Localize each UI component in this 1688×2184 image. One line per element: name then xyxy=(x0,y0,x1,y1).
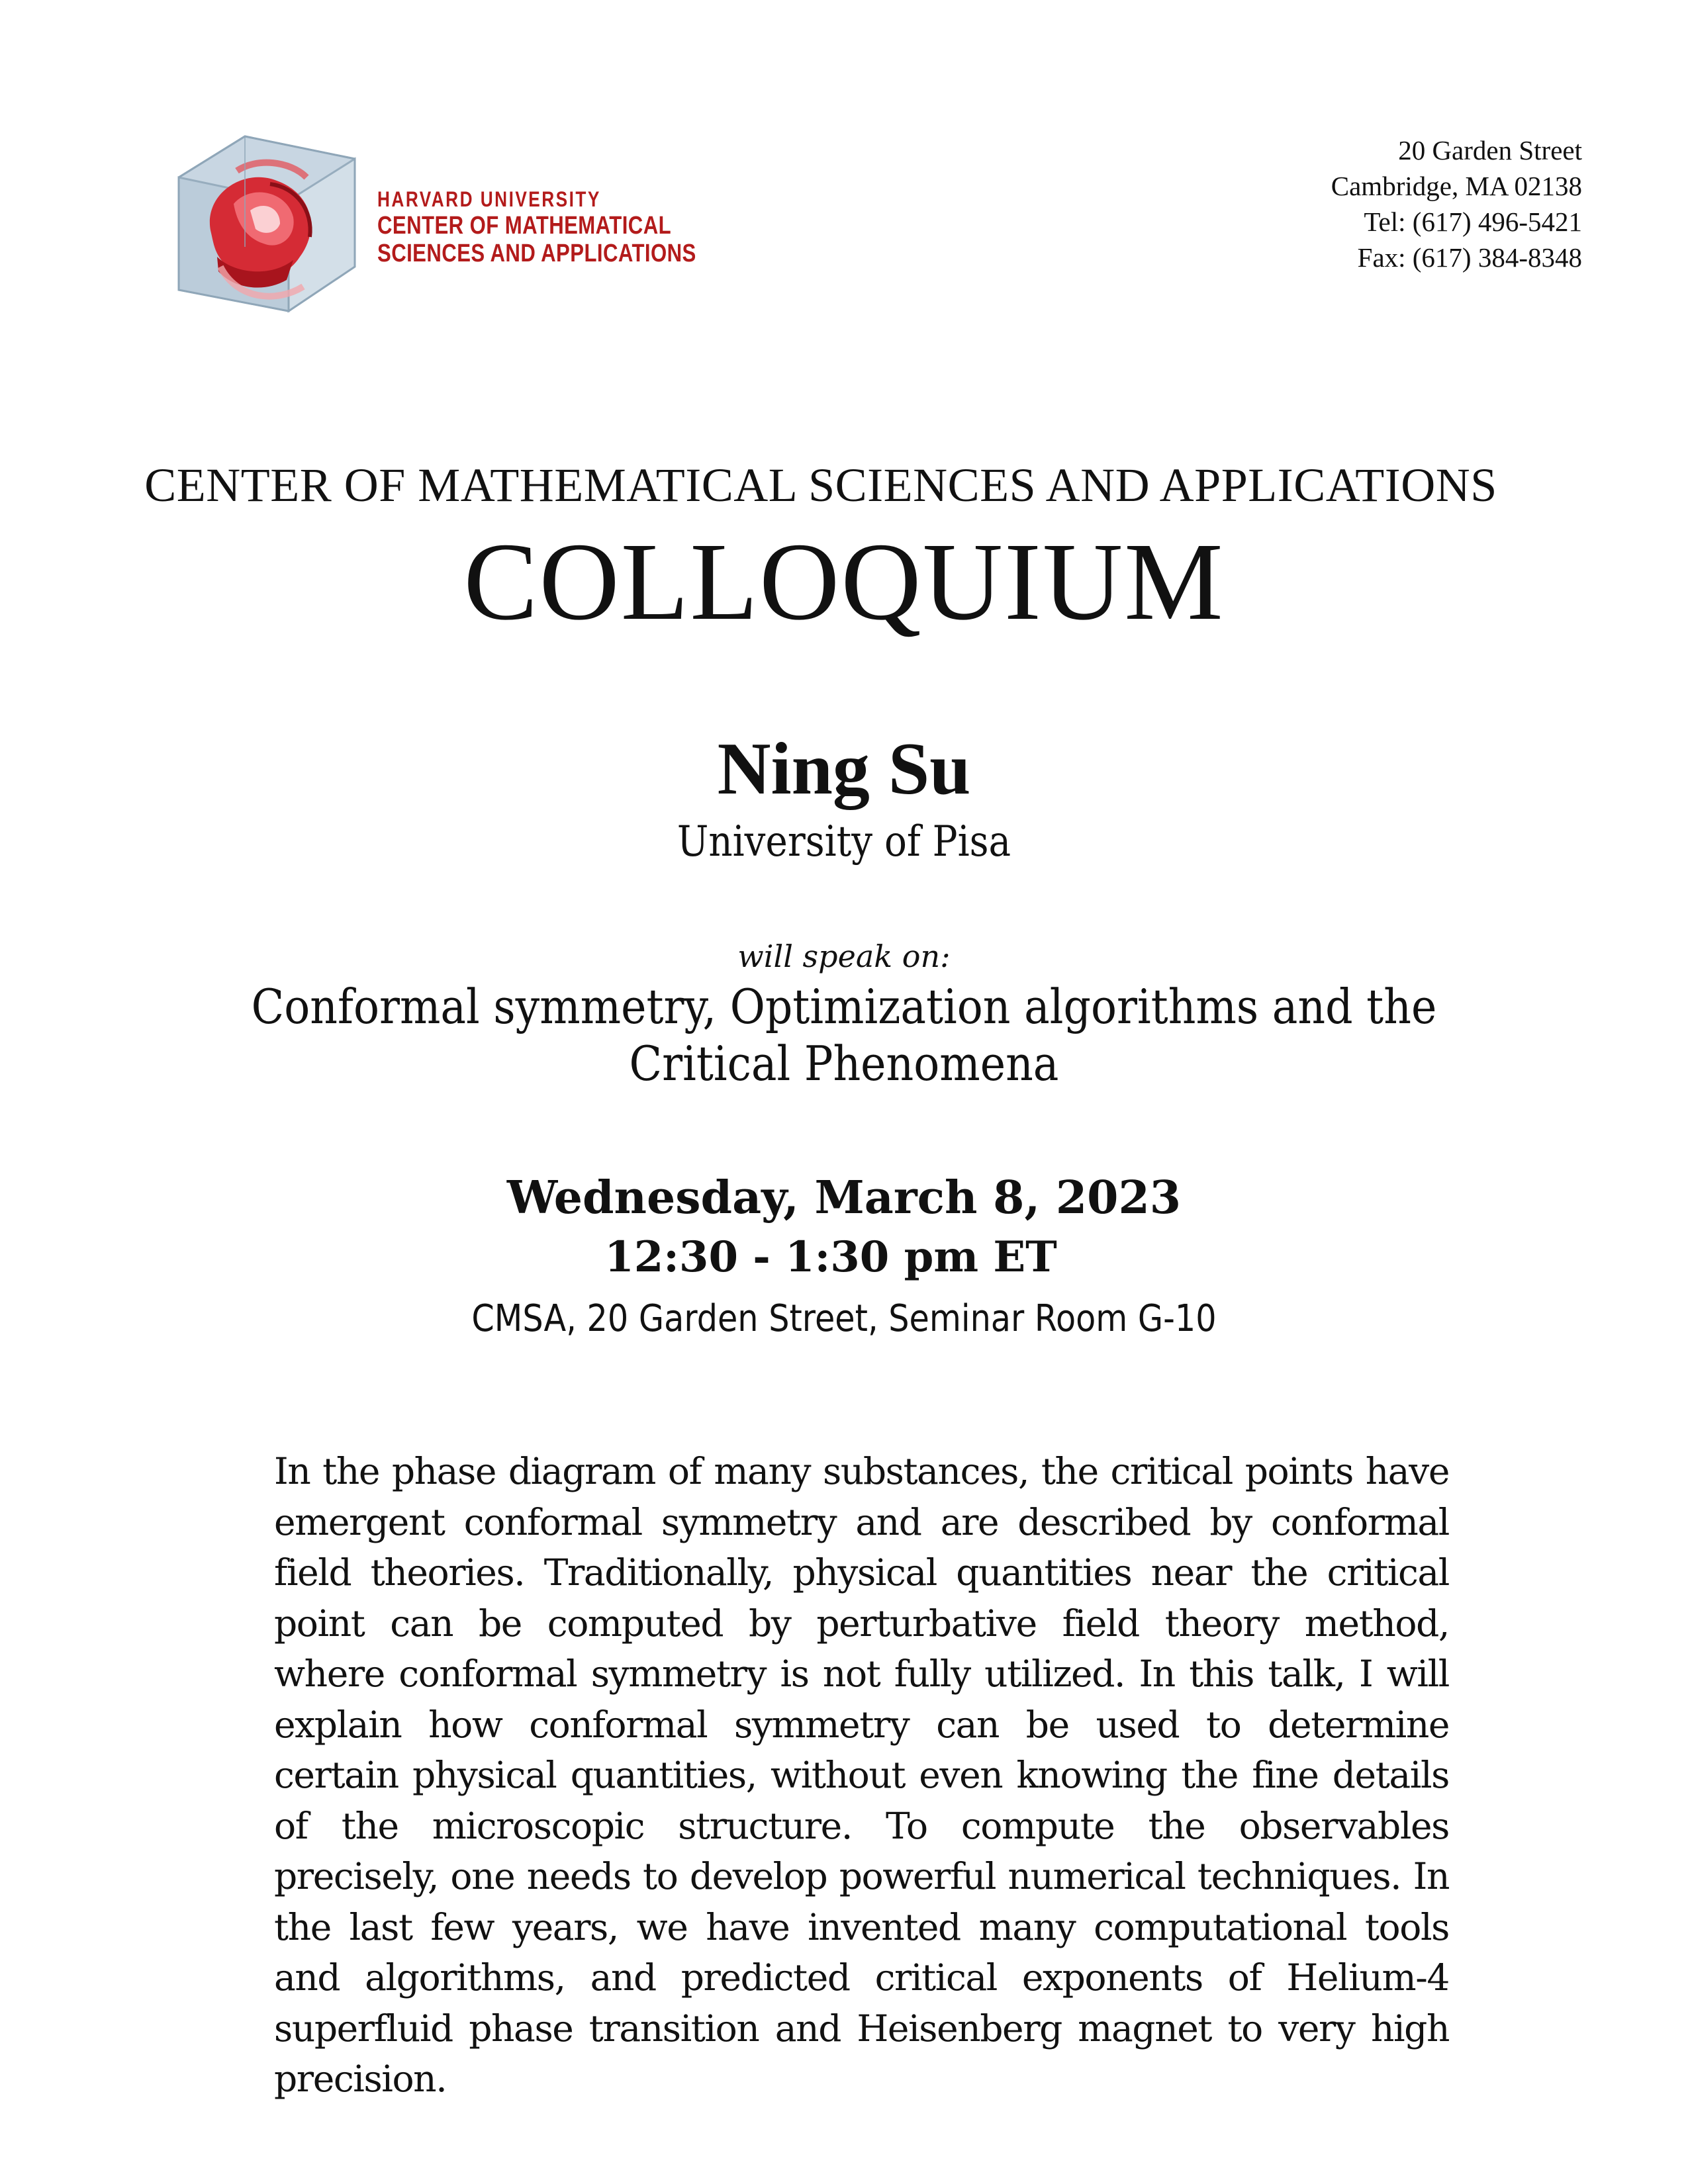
event-type-title: COLLOQUIUM xyxy=(463,520,1225,643)
address-city: Cambridge, MA 02138 xyxy=(1331,171,1582,201)
event-time: 12:30 - 1:30 pm ET xyxy=(604,1232,1057,1282)
event-location: CMSA, 20 Garden Street, Seminar Room G-10 xyxy=(471,1297,1217,1340)
address-fax: Fax: (617) 384-8348 xyxy=(1357,242,1582,273)
talk-title: Conformal symmetry, Optimization algorithms and the Critical Phenomena xyxy=(251,979,1437,1091)
event-date: Wednesday, March 8, 2023 xyxy=(506,1171,1182,1224)
address-tel: Tel: (617) 496-5421 xyxy=(1364,206,1582,237)
speaker-affiliation: University of Pisa xyxy=(677,817,1011,866)
logo-wordmark xyxy=(377,188,696,268)
organization-heading: CENTER OF MATHEMATICAL SCIENCES AND APPLICATIONS xyxy=(144,459,1497,512)
cmsa-logo xyxy=(171,131,696,323)
contact-address xyxy=(1331,132,1582,275)
cube-emblem-icon xyxy=(171,131,363,323)
logo-line-center: CENTER OF MATHEMATICAL xyxy=(377,211,672,240)
speaker-name: Ning Su xyxy=(717,728,971,810)
logo-line-university: HARVARD UNIVERSITY xyxy=(377,187,601,211)
logo-line-sciences: SCIENCES AND APPLICATIONS xyxy=(377,240,696,268)
talk-abstract: In the phase diagram of many substances, the critical points have emergent conformal symmetry and are described by conformal field theories. Traditionally, physical quantities near the critical point can be computed by perturbative field theory method, where conformal symmetry is not fully utilized. In this talk, I will explain how conformal symmetry can be used to determine certain physical quantities, without even knowing the fine details of the microscopic structure. To compute the observables precisely, one needs to develop powerful numerical techniques. In the last few years, we have invented many computational tools and algorithms, and predicted critical exponents of Helium-4 superfluid phase transition and Heisenberg magnet to very high precision. xyxy=(274,1450,1449,2100)
address-street: 20 Garden Street xyxy=(1398,135,1582,165)
talk-intro: will speak on: xyxy=(737,938,951,974)
